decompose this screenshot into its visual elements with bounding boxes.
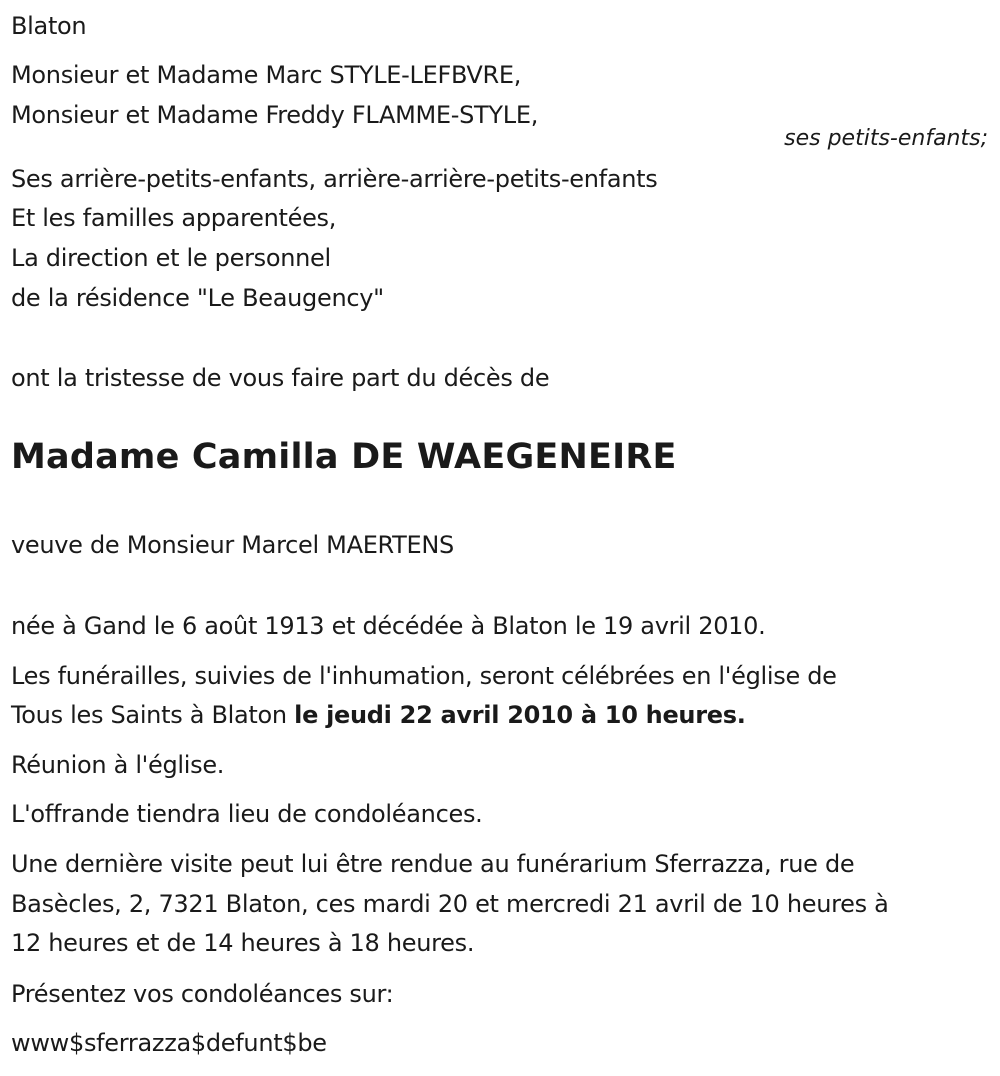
funeral-line-2-start: Tous les Saints à Blaton <box>11 701 295 729</box>
condolences-website: www$sferrazza$defunt$be <box>11 1029 327 1057</box>
widow-of: veuve de Monsieur Marcel MAERTENS <box>11 531 454 559</box>
funeral-line-2 <box>11 695 746 735</box>
announcer-line-1: Monsieur et Madame Marc STYLE-LEFBVRE, <box>11 61 522 89</box>
announcer-line-6: de la résidence "Le Beaugency" <box>11 284 384 312</box>
deceased-name: Madame Camilla DE WAEGENEIRE <box>11 437 677 477</box>
meeting-line: Réunion à l'église. <box>11 751 225 779</box>
announcer-line-2: Monsieur et Madame Freddy FLAMME-STYLE, <box>11 101 539 129</box>
relation-label: ses petits-enfants; <box>784 126 988 151</box>
place-heading: Blaton <box>11 12 87 40</box>
announcer-line-4: Et les familles apparentées, <box>11 204 337 232</box>
visit-line-3: 12 heures et de 14 heures à 18 heures. <box>11 929 475 957</box>
visit-line-2: Basècles, 2, 7321 Blaton, ces mardi 20 et mercredi 21 avril de 10 heures à <box>11 890 889 918</box>
announcement-intro: ont la tristesse de vous faire part du décès de <box>11 364 550 392</box>
condolences-prompt: Présentez vos condoléances sur: <box>11 980 394 1008</box>
birth-death-line: née à Gand le 6 août 1913 et décédée à Blaton le 19 avril 2010. <box>11 612 766 640</box>
funeral-line-1: Les funérailles, suivies de l'inhumation, seront célébrées en l'église de <box>11 662 837 690</box>
funeral-date-time: le jeudi 22 avril 2010 à 10 heures. <box>294 701 746 729</box>
visit-line-1: Une dernière visite peut lui être rendue au funérarium Sferrazza, rue de <box>11 850 855 878</box>
announcer-line-3: Ses arrière-petits-enfants, arrière-arrière-petits-enfants <box>11 165 658 193</box>
announcer-line-5: La direction et le personnel <box>11 244 331 272</box>
offering-line: L'offrande tiendra lieu de condoléances. <box>11 800 483 828</box>
